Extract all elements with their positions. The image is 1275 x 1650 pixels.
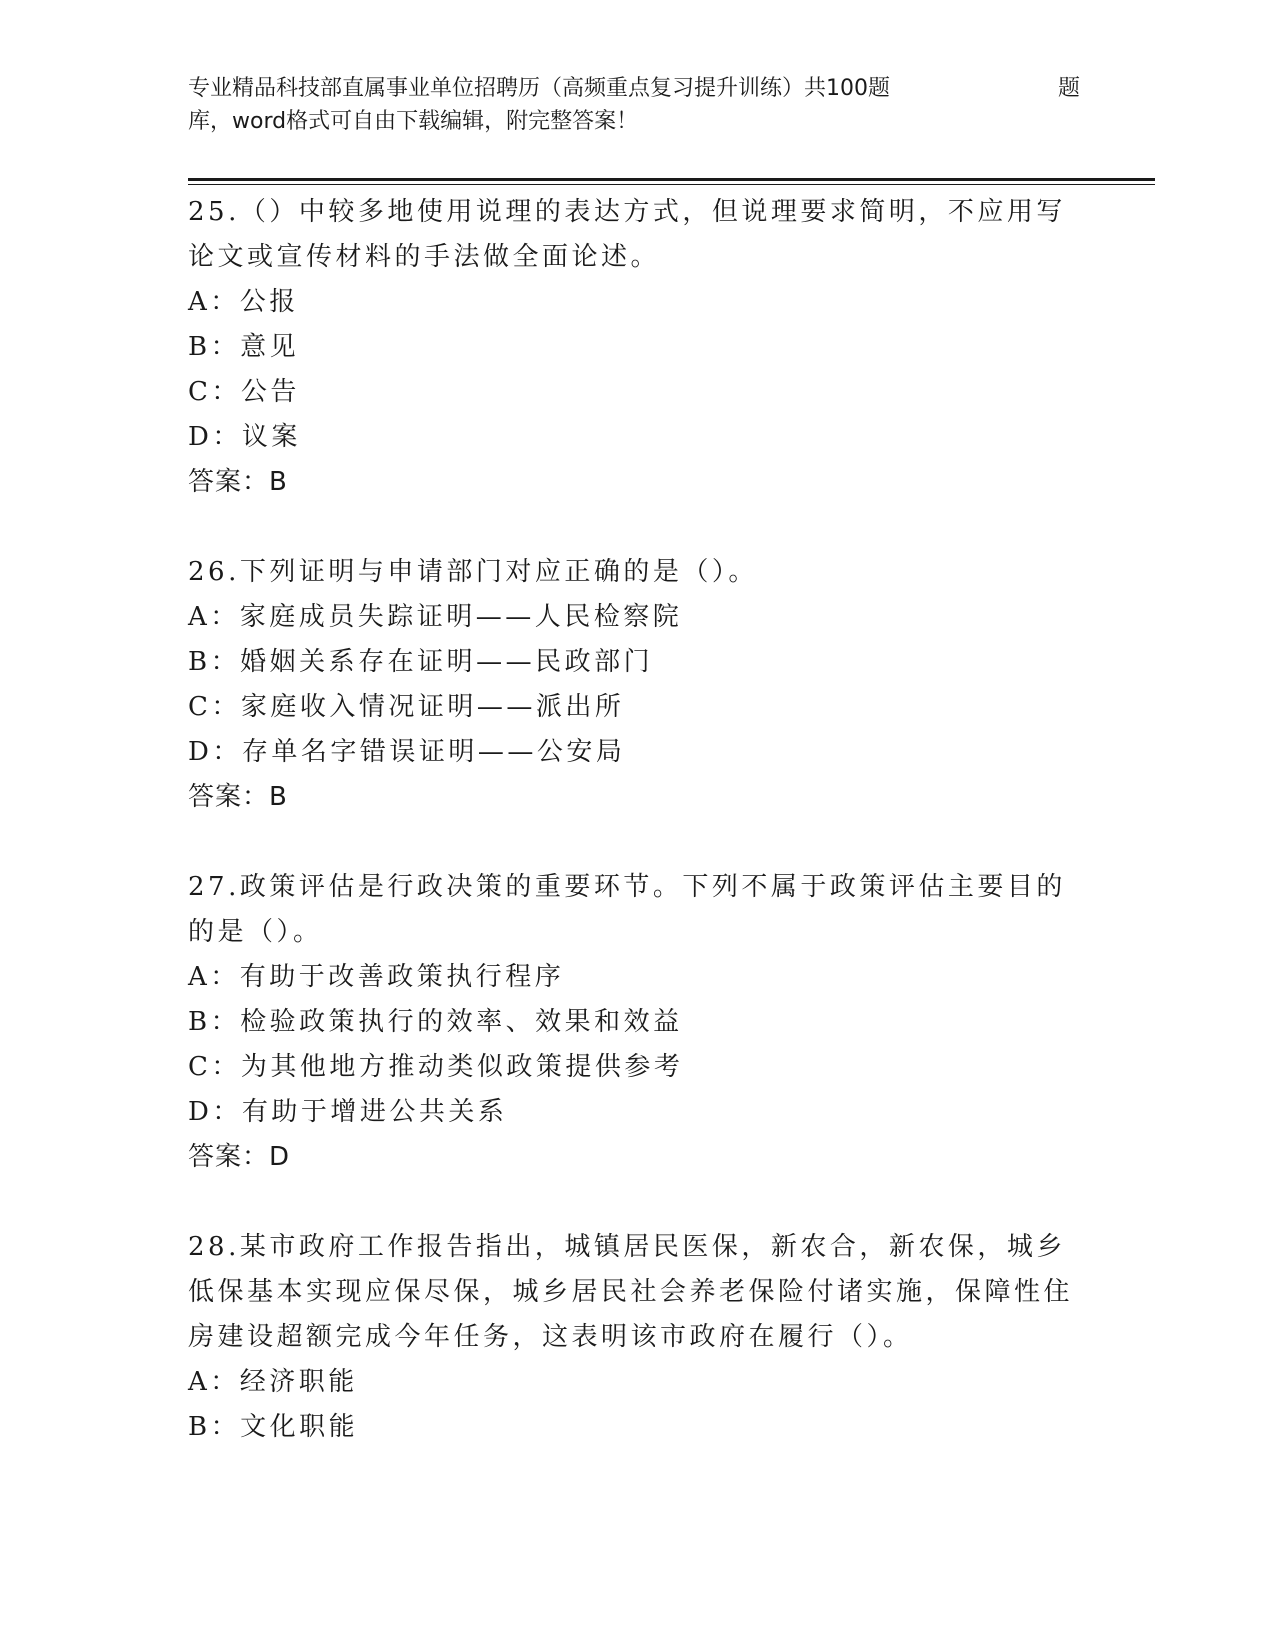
option-d: D：议案 (188, 422, 301, 452)
header-rule-thick (188, 178, 1155, 181)
question-28 (188, 1225, 1088, 1450)
question-text: 27.政策评估是行政决策的重要环节。下列不属于政策评估主要目的的是（）。 (188, 872, 1066, 947)
option-a: A：有助于改善政策执行程序 (188, 962, 565, 992)
option-b: B：文化职能 (188, 1412, 359, 1442)
page-header (188, 72, 1088, 138)
option-c: C：公告 (188, 377, 300, 407)
option-b: B：检验政策执行的效率、效果和效益 (188, 1007, 683, 1037)
question-text: 26.下列证明与申请部门对应正确的是（）。 (188, 557, 758, 587)
question-text: 25.（）中较多地使用说理的表达方式，但说理要求简明，不应用写论文或宣传材料的手法做全面论述。 (188, 197, 1066, 272)
question-26 (188, 550, 1088, 820)
option-d: D：存单名字错误证明——公安局 (188, 737, 626, 767)
option-a: A：家庭成员失踪证明——人民检察院 (188, 602, 683, 632)
option-d: D：有助于增进公共关系 (188, 1097, 508, 1127)
option-c: C：为其他地方推动类似政策提供参考 (188, 1052, 684, 1082)
option-a: A：公报 (188, 287, 299, 317)
header-line-1 (188, 72, 1088, 105)
answer: 答案：B (188, 782, 288, 812)
option-b: B：意见 (188, 332, 300, 362)
question-list (188, 190, 1088, 1495)
answer: 答案：B (188, 467, 288, 497)
option-b: B：婚姻关系存在证明——民政部门 (188, 647, 654, 677)
header-line-2: 库，word格式可自由下载编辑，附完整答案！ (188, 109, 639, 134)
answer: 答案：D (188, 1142, 291, 1172)
option-c: C：家庭收入情况证明——派出所 (188, 692, 625, 722)
header-rule-thin (188, 184, 1155, 185)
option-a: A：经济职能 (188, 1367, 358, 1397)
header-title-tail: 题 (1058, 76, 1081, 101)
question-text: 28.某市政府工作报告指出，城镇居民医保，新农合，新农保，城乡低保基本实现应保尽保，城乡居民社会养老保险付诸实施，保障性住房建设超额完成今年任务，这表明该市政府在履行（）。 (188, 1232, 1074, 1352)
question-27 (188, 865, 1088, 1180)
question-25 (188, 190, 1088, 505)
header-title-text: 专业精品科技部直属事业单位招聘历（高频重点复习提升训练）共100题 (188, 76, 890, 101)
